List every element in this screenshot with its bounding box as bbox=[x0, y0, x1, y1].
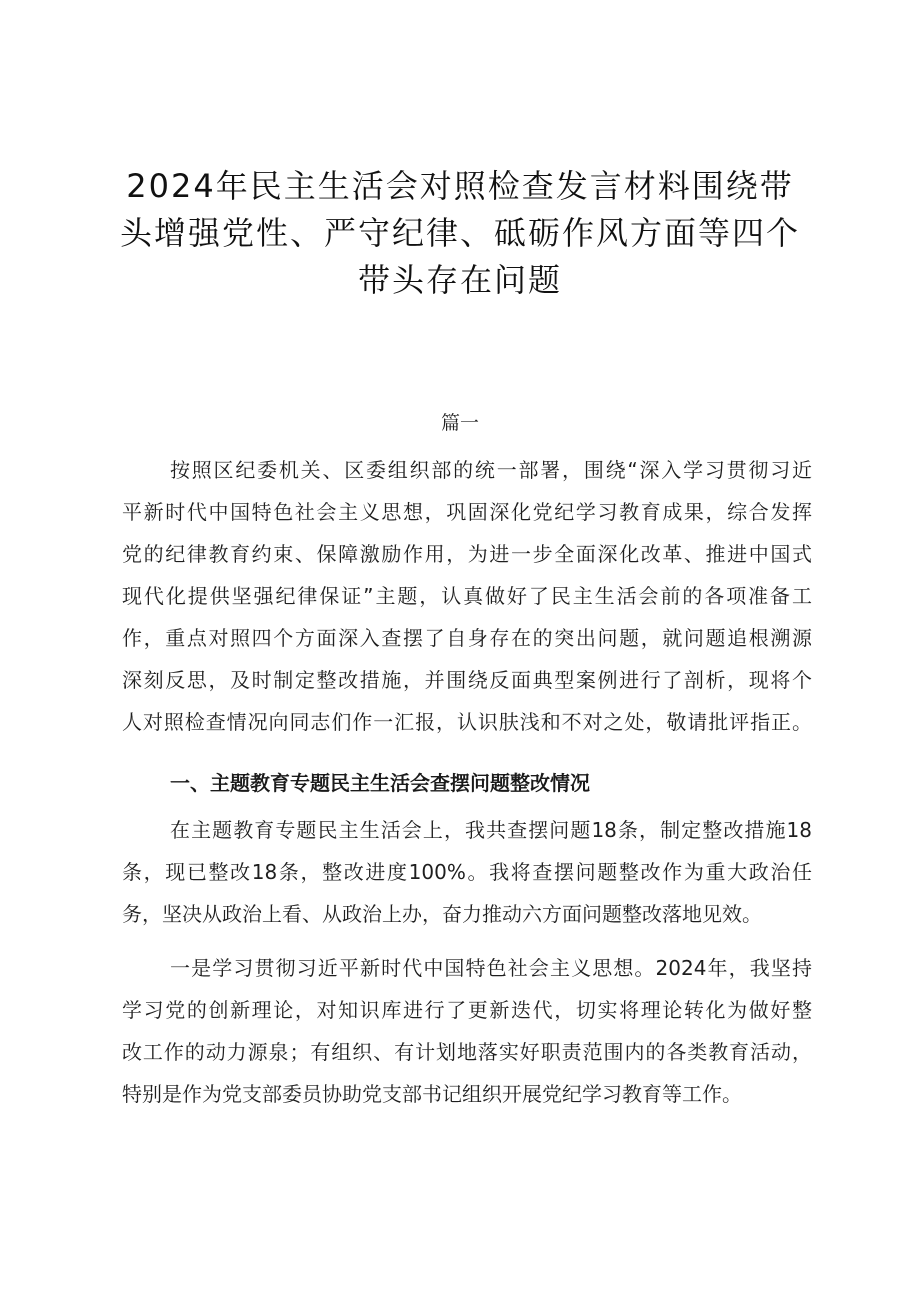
paragraph-line: 在主题教育专题民主生活会上，我共查摆问题18条，制定整改措施18 bbox=[170, 818, 812, 842]
paragraph-line: 平新时代中国特色社会主义思想，巩固深化党纪学习教育成果，综合发挥 bbox=[122, 500, 812, 524]
paragraph-line: 深刻反思，及时制定整改措施，并围绕反面典型案例进行了剖析，现将个 bbox=[122, 668, 812, 692]
paragraph-line: 特别是作为党支部委员协助党支部书记组织开展党纪学习教育等工作。 bbox=[122, 1082, 742, 1106]
paragraph-line: 改工作的动力源泉；有组织、有计划地落实好职责范围内的各类教育活动， bbox=[122, 1040, 812, 1064]
paragraph-line: 条，现已整改18条，整改进度100%。我将查摆问题整改作为重大政治任 bbox=[122, 860, 812, 884]
document-title bbox=[110, 163, 810, 304]
paragraph-line: 作，重点对照四个方面深入查摆了自身存在的突出问题，就问题追根溯源 bbox=[122, 626, 812, 650]
section-heading: 一、主题教育专题民主生活会查摆问题整改情况 bbox=[170, 773, 590, 795]
paragraph-line: 人对照检查情况向同志们作一汇报，认识肤浅和不对之处，敬请批评指正。 bbox=[122, 710, 812, 734]
paragraph-line: 学习党的创新理论，对知识库进行了更新迭代，切实将理论转化为做好整 bbox=[122, 998, 812, 1022]
title-line: 带头存在问题 bbox=[357, 261, 562, 299]
paragraph-line: 党的纪律教育约束、保障激励作用，为进一步全面深化改革、推进中国式 bbox=[122, 542, 812, 566]
title-line: 2024年民主生活会对照检查发言材料围绕带 bbox=[126, 167, 794, 205]
title-line: 头增强党性、严守纪律、砥砺作风方面等四个 bbox=[119, 214, 800, 252]
paragraph-line: 按照区纪委机关、区委组织部的统一部署，围绕“深入学习贯彻习近 bbox=[170, 458, 812, 482]
paragraph-line: 现代化提供坚强纪律保证”主题，认真做好了民主生活会前的各项准备工 bbox=[122, 584, 812, 608]
paragraph-line: 务，坚决从政治上看、从政治上办，奋力推动六方面问题整改落地见效。 bbox=[122, 902, 762, 926]
paragraph-line: 一是学习贯彻习近平新时代中国特色社会主义思想。2024年，我坚持 bbox=[170, 956, 812, 980]
section-label: 篇一 bbox=[440, 412, 479, 434]
